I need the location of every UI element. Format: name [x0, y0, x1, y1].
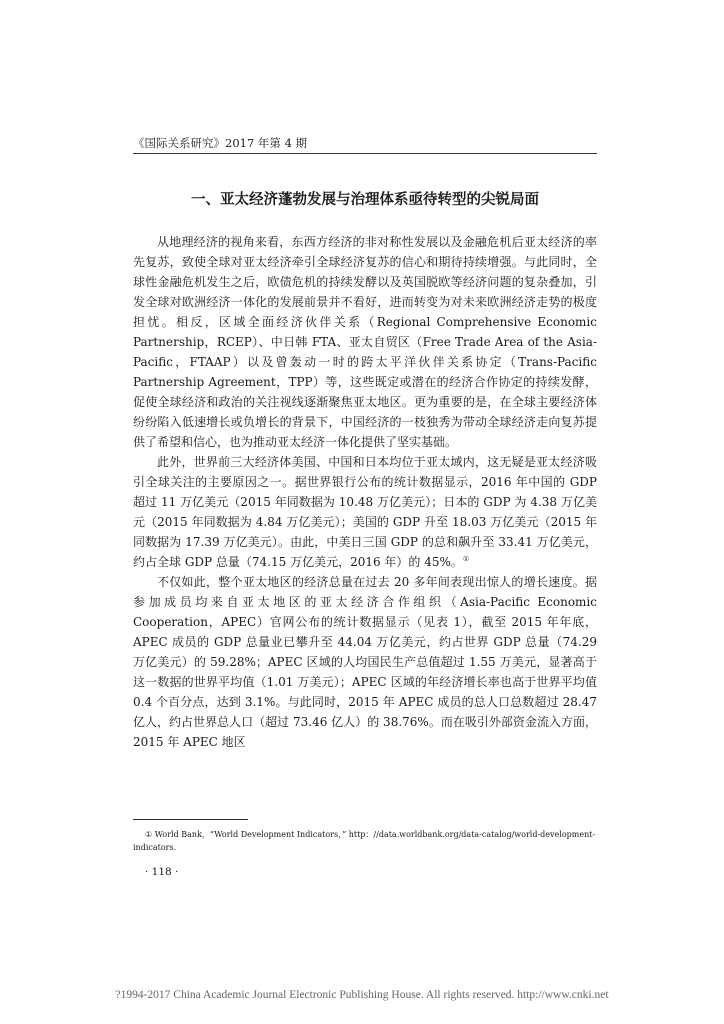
footnote-text: World Bank，“World Development Indicators，” http：//data.worldbank.org/data-catalog/world-development-indicators. — [133, 830, 596, 852]
footnote-rule — [133, 819, 248, 820]
section-title: 一、亚太经济蓬勃发展与治理体系亟待转型的尖锐局面 — [191, 192, 539, 208]
footnote-marker: ① — [145, 830, 153, 839]
paragraph-2-text: 此外，世界前三大经济体美国、中国和日本均位于亚太域内，这无疑是亚太经济吸引全球关注的主要原因之一。据世界银行公布的统计数据显示，2016 年中国的 GDP 超过 11 万亿美元（2015 年同数据为 10.48 万亿美元）；日本的 GDP 为 4.38 万亿美元（2015 年同数据为 4.84 万亿美元）；美国的 GDP 升至 18.03 万亿美元（2015 年同数据为 17.39 万亿美元）。由此，中美日三国 GDP 的总和飙升至 33.41 万亿美元，约占全球 GDP 总量（74.15 万亿美元，2016 年）的 45%。 — [133, 455, 597, 569]
paragraph-3: 不仅如此，整个亚太地区的经济总量在过去 20 多年间表现出惊人的增长速度。据参加成员均来自亚太地区的亚太经济合作组织（Asia-Pacific Economic Cooperation，APEC）官网公布的统计数据显示（见表 1），截至 2015 年年底，APEC 成员的 GDP 总量业已攀升至 44.04 万亿美元，约占世界 GDP 总量（74.29 万亿美元）的 59.28%；APEC 区域的人均国民生产总值超过 1.55 万美元，显著高于这一数据的世界平均值（1.01 万美元）；APEC 区域的年经济增长率也高于世界平均值 0.4 个百分点，达到 3.1%。与此同时，2015 年 APEC 成员的总人口总数超过 28.47 亿人，约占世界总人口（超过 73.46 亿人）的 38.76%。而在吸引外部资金流入方面，2015 年 APEC 地区 — [133, 575, 597, 749]
journal-header: 《国际关系研究》2017 年第 4 期 — [133, 136, 308, 150]
page-number: · 118 · — [145, 866, 179, 878]
paragraph-2 — [133, 452, 597, 572]
footnote — [133, 828, 597, 854]
body-text — [133, 232, 597, 752]
copyright-notice: ?1994-2017 China Academic Journal Electronic Publishing House. All rights reserved. http://www.cnki.net — [115, 989, 609, 1001]
footnote-reference[interactable]: ① — [462, 555, 470, 563]
header-rule — [133, 153, 597, 154]
paragraph-1: 从地理经济的视角来看，东西方经济的非对称性发展以及金融危机后亚太经济的率先复苏，致使全球对亚太经济牵引全球经济复苏的信心和期待持续增强。与此同时，全球性金融危机发生之后，欧债危机的持续发酵以及英国脱欧等经济问题的复杂叠加，引发全球对欧洲经济一体化的发展前景并不看好，进而转变为对未来欧洲经济走势的极度担忧。相反，区域全面经济伙伴关系（Regional Comprehensive Economic Partnership，RCEP）、中日韩 FTA、亚太自贸区（Free Trade Area of the Asia-Pacific，FTAAP）以及曾轰动一时的跨太平洋伙伴关系协定（Trans-Pacific Partnership Agreement，TPP）等，这些既定或潜在的经济合作协定的持续发酵，促使全球经济和政治的关注视线逐渐聚焦亚太地区。更为重要的是，在全球主要经济体纷纷陷入低速增长或负增长的背景下，中国经济的一枝独秀为带动全球经济走向复苏提供了希望和信心，也为推动亚太经济一体化提供了坚实基础。 — [133, 235, 597, 449]
